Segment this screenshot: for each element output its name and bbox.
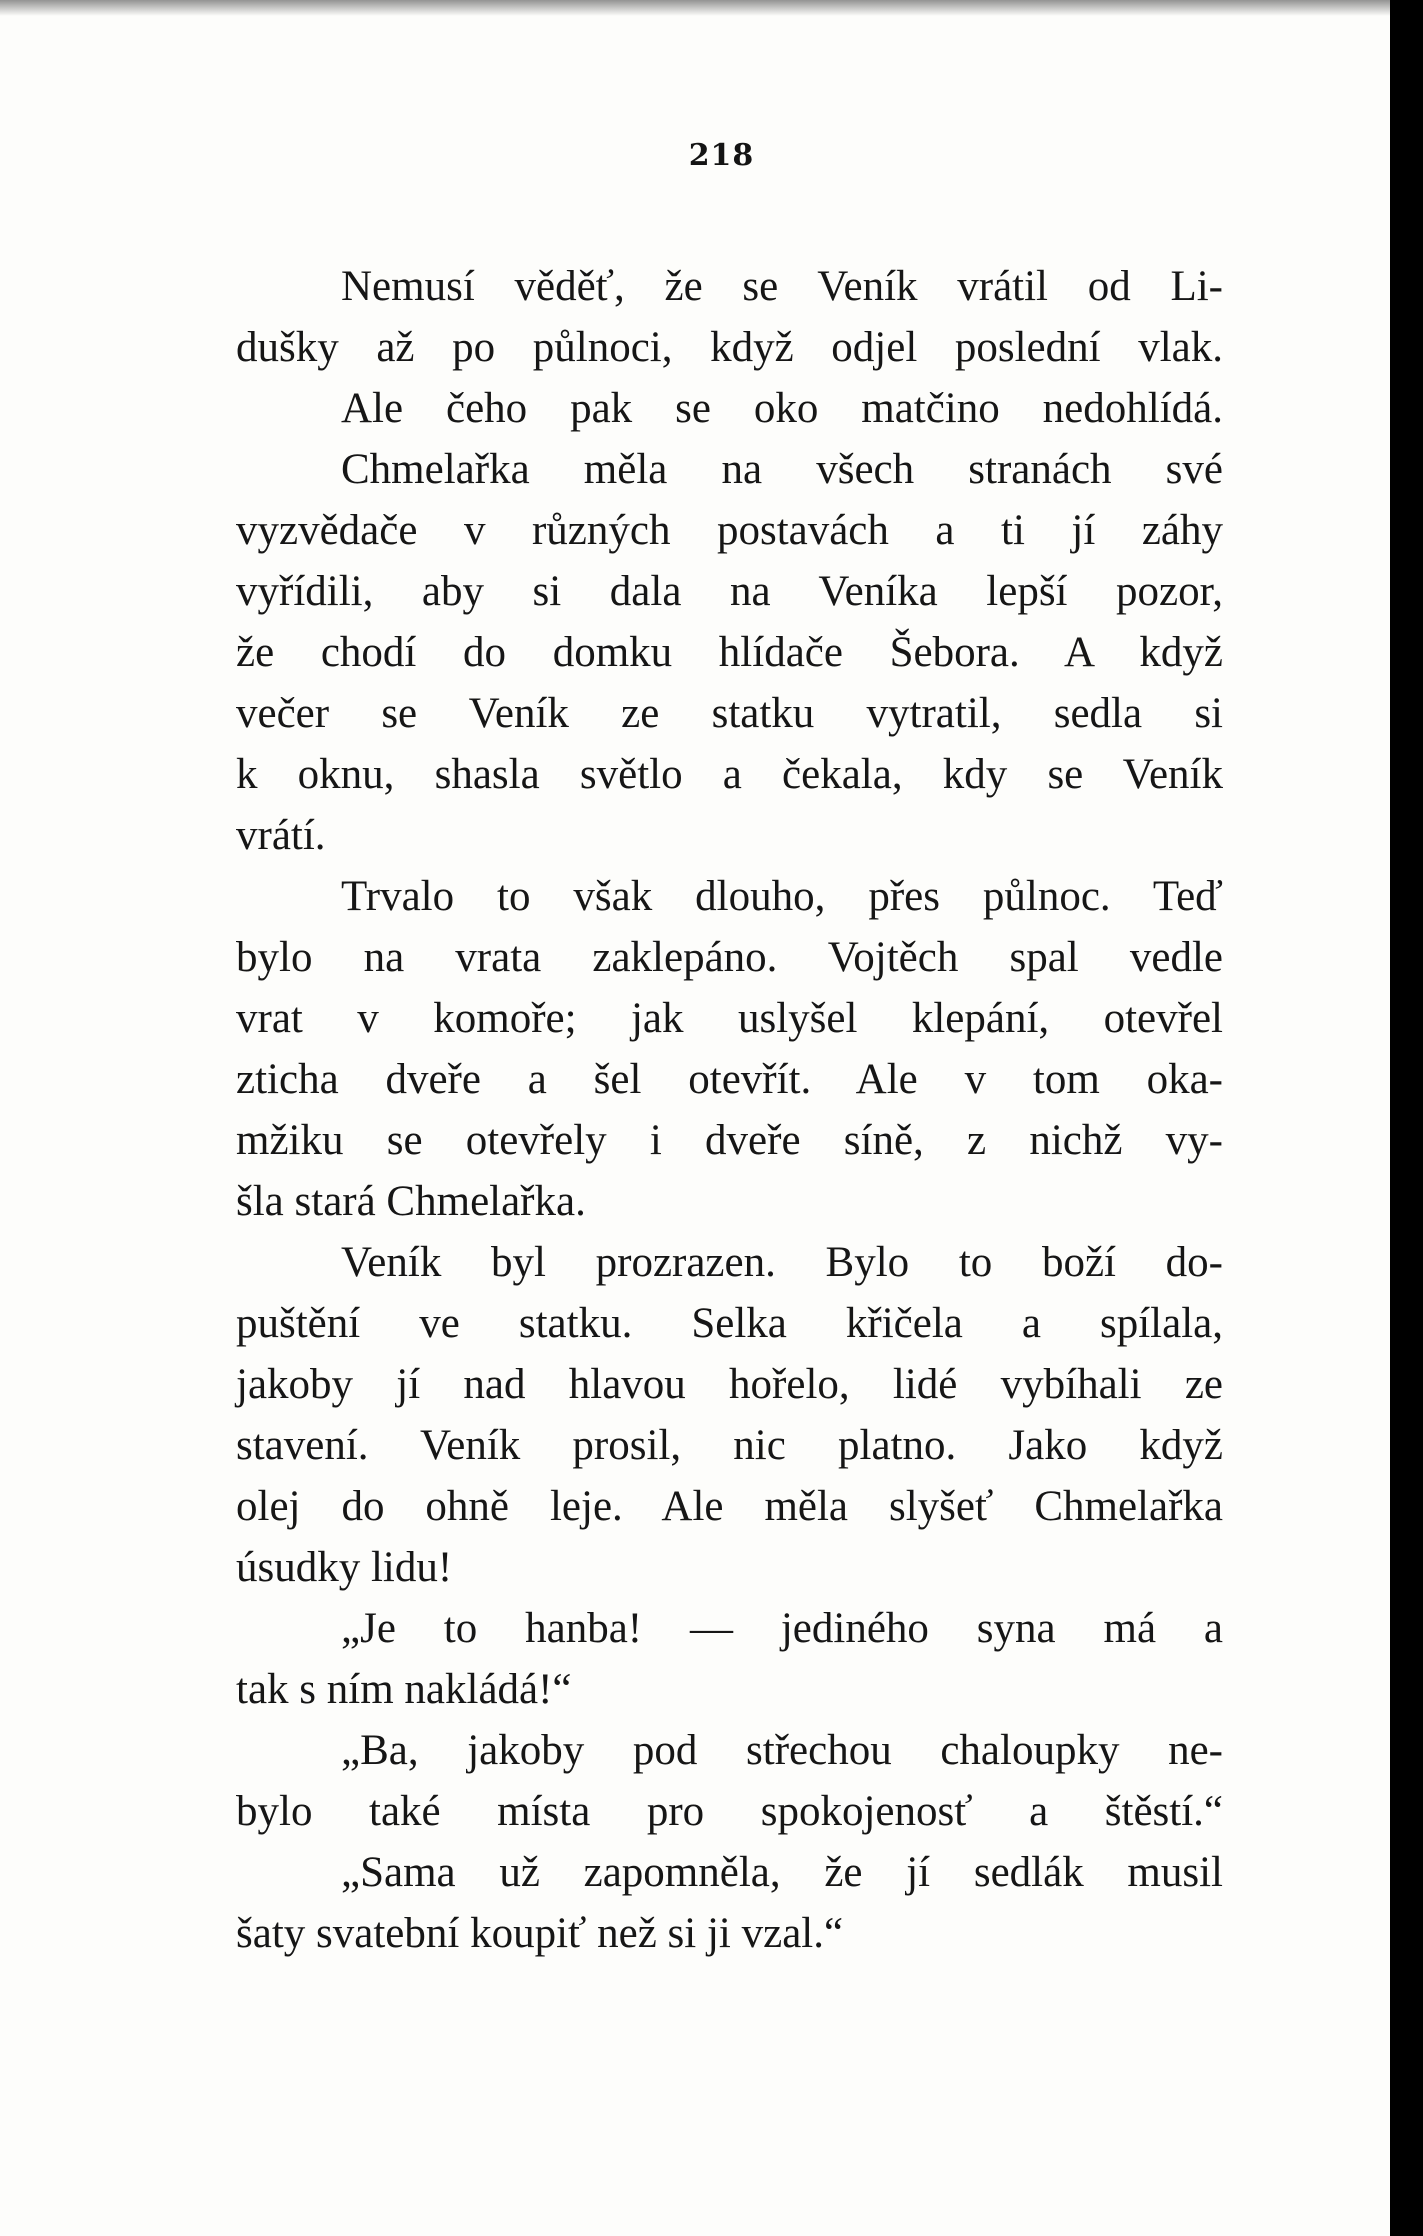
- text-line: bylo také místa pro spokojenosť a štěstí.“: [236, 1788, 1223, 1835]
- scan-top-edge: [0, 0, 1423, 16]
- text-line: že chodí do domku hlídače Šebora. A když: [236, 629, 1223, 676]
- text-line: „Ba, jakoby pod střechou chaloupky ne-: [341, 1727, 1223, 1774]
- text-line: Nemusí věděť, že se Veník vrátil od Li-: [341, 263, 1223, 310]
- text-line: úsudky lidu!: [236, 1544, 453, 1591]
- text-line: vyřídili, aby si dala na Veníka lepší pozor,: [236, 568, 1223, 615]
- body-text: [236, 256, 1223, 1964]
- text-line: šla stará Chmelařka.: [236, 1178, 586, 1225]
- text-line: „Sama už zapomněla, že jí sedlák musil: [341, 1849, 1223, 1896]
- text-line: stavení. Veník prosil, nic platno. Jako když: [236, 1422, 1223, 1469]
- text-line: vyzvědače v různých postavách a ti jí záhy: [236, 507, 1223, 554]
- text-line: bylo na vrata zaklepáno. Vojtěch spal vedle: [236, 934, 1223, 981]
- text-line: olej do ohně leje. Ale měla slyšeť Chmelařka: [236, 1483, 1223, 1530]
- text-line: puštění ve statku. Selka křičela a spílala,: [236, 1300, 1223, 1347]
- text-line: mžiku se otevřely i dveře síně, z nichž vy-: [236, 1117, 1223, 1164]
- text-line: šaty svatební koupiť než si ji vzal.“: [236, 1910, 844, 1957]
- text-line: dušky až po půlnoci, když odjel poslední vlak.: [236, 324, 1223, 371]
- scan-right-edge: [1390, 0, 1423, 2236]
- text-line: Ale čeho pak se oko matčino nedohlídá.: [341, 385, 1223, 432]
- text-line: Chmelařka měla na všech stranách své: [341, 446, 1223, 493]
- text-line: večer se Veník ze statku vytratil, sedla si: [236, 690, 1223, 737]
- text-line: Veník byl prozrazen. Bylo to boží do-: [341, 1239, 1223, 1286]
- text-line: k oknu, shasla světlo a čekala, kdy se Veník: [236, 751, 1223, 798]
- text-line: zticha dveře a šel otevřít. Ale v tom oka-: [236, 1056, 1223, 1103]
- text-line: vrátí.: [236, 812, 326, 859]
- page-number: 218: [688, 138, 755, 173]
- text-line: vrat v komoře; jak uslyšel klepání, otevřel: [236, 995, 1223, 1042]
- text-line: jakoby jí nad hlavou hořelo, lidé vybíhali ze: [236, 1361, 1223, 1408]
- text-line: „Je to hanba! — jediného syna má a: [341, 1605, 1223, 1652]
- text-line: Trvalo to však dlouho, přes půlnoc. Teď: [341, 873, 1223, 920]
- text-line: tak s ním nakládá!“: [236, 1666, 572, 1713]
